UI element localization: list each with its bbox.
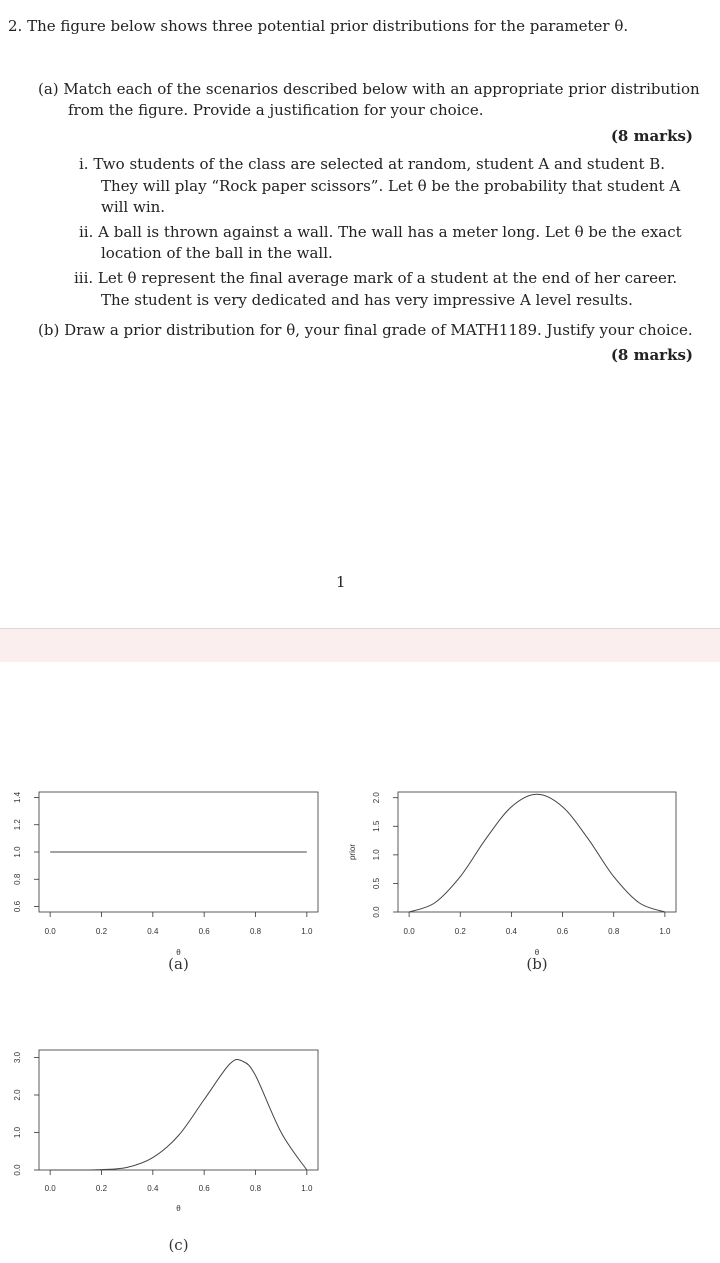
- x-axis-label: θ: [534, 948, 540, 957]
- plot-frame: [39, 1050, 318, 1170]
- plot-c: [13, 1050, 318, 1254]
- y-tick-label: 2.0: [372, 792, 381, 804]
- x-tick-label: 1.0: [301, 1184, 313, 1193]
- part-a-line-1: (a) Match each of the scenarios described below with an appropriate prior distribution: [38, 80, 700, 98]
- y-tick-label: 0.0: [372, 906, 381, 918]
- part-b-marks: (8 marks): [610, 346, 693, 364]
- plot-frame: [398, 792, 676, 912]
- y-tick-label: 0.8: [13, 873, 22, 885]
- y-tick-label: 0.0: [13, 1164, 22, 1176]
- item-i-line-3: will win.: [101, 198, 166, 216]
- y-tick-label: 1.0: [372, 849, 381, 861]
- y-tick-label: 3.0: [13, 1051, 22, 1064]
- x-axis-label: θ: [176, 1204, 181, 1213]
- x-tick-label: 0.0: [44, 927, 56, 936]
- part-a-line-2: from the figure. Provide a justification for your choice.: [68, 101, 484, 119]
- x-tick-label: 0.2: [454, 927, 466, 936]
- part-a-marks: (8 marks): [610, 127, 693, 145]
- x-tick-label: 0.6: [198, 1184, 210, 1193]
- x-tick-label: 0.0: [403, 927, 415, 936]
- item-i-line-2: They will play “Rock paper scissors”. Let θ be the probability that student A: [101, 177, 681, 195]
- y-tick-label: 1.4: [13, 791, 22, 804]
- x-tick-label: 0.4: [505, 927, 517, 936]
- plot-caption: (c): [168, 1236, 189, 1254]
- x-tick-label: 0.4: [147, 927, 159, 936]
- plot-caption: (b): [526, 955, 548, 973]
- y-tick-label: 0.6: [13, 900, 22, 913]
- part-b-line-1: (b) Draw a prior distribution for θ, your final grade of MATH1189. Justify your choice.: [38, 321, 693, 339]
- plot-a: [13, 791, 318, 973]
- item-iii-line-2: The student is very dedicated and has very impressive A level results.: [101, 291, 633, 309]
- question-heading: 2. The figure below shows three potential prior distributions for the parameter θ.: [8, 17, 629, 35]
- x-tick-label: 0.0: [44, 1184, 56, 1193]
- item-ii-line-1: ii. A ball is thrown against a wall. The wall has a meter long. Let θ be the exact: [79, 223, 682, 241]
- y-tick-label: 1.0: [13, 846, 22, 858]
- density-curve: [50, 1059, 307, 1170]
- x-tick-label: 0.2: [95, 927, 108, 936]
- item-ii-line-2: location of the ball in the wall.: [101, 244, 333, 262]
- x-tick-label: 0.8: [249, 1184, 262, 1193]
- y-tick-label: 0.5: [372, 877, 381, 889]
- x-tick-label: 0.6: [557, 927, 569, 936]
- item-i-line-1: i. Two students of the class are selected at random, student A and student B.: [79, 155, 666, 173]
- y-tick-label: 1.5: [372, 820, 381, 832]
- y-tick-label: 2.0: [13, 1089, 22, 1101]
- x-tick-label: 0.4: [147, 1184, 159, 1193]
- y-tick-label: 1.0: [13, 1126, 22, 1139]
- item-iii-line-1: iii. Let θ represent the final average mark of a student at the end of her career.: [74, 269, 678, 287]
- y-tick-label: 1.2: [13, 819, 22, 831]
- x-tick-label: 1.0: [659, 927, 671, 936]
- x-tick-label: 0.8: [249, 927, 262, 936]
- page-number: 1: [336, 573, 346, 591]
- x-tick-label: 1.0: [301, 927, 313, 936]
- x-axis-label: θ: [176, 948, 181, 957]
- plot-caption: (a): [168, 955, 189, 973]
- plot-b: [348, 792, 676, 973]
- density-curve: [409, 794, 665, 912]
- x-tick-label: 0.6: [198, 927, 210, 936]
- x-tick-label: 0.8: [608, 927, 620, 936]
- x-tick-label: 0.2: [95, 1184, 108, 1193]
- y-axis-label: prior: [348, 843, 357, 861]
